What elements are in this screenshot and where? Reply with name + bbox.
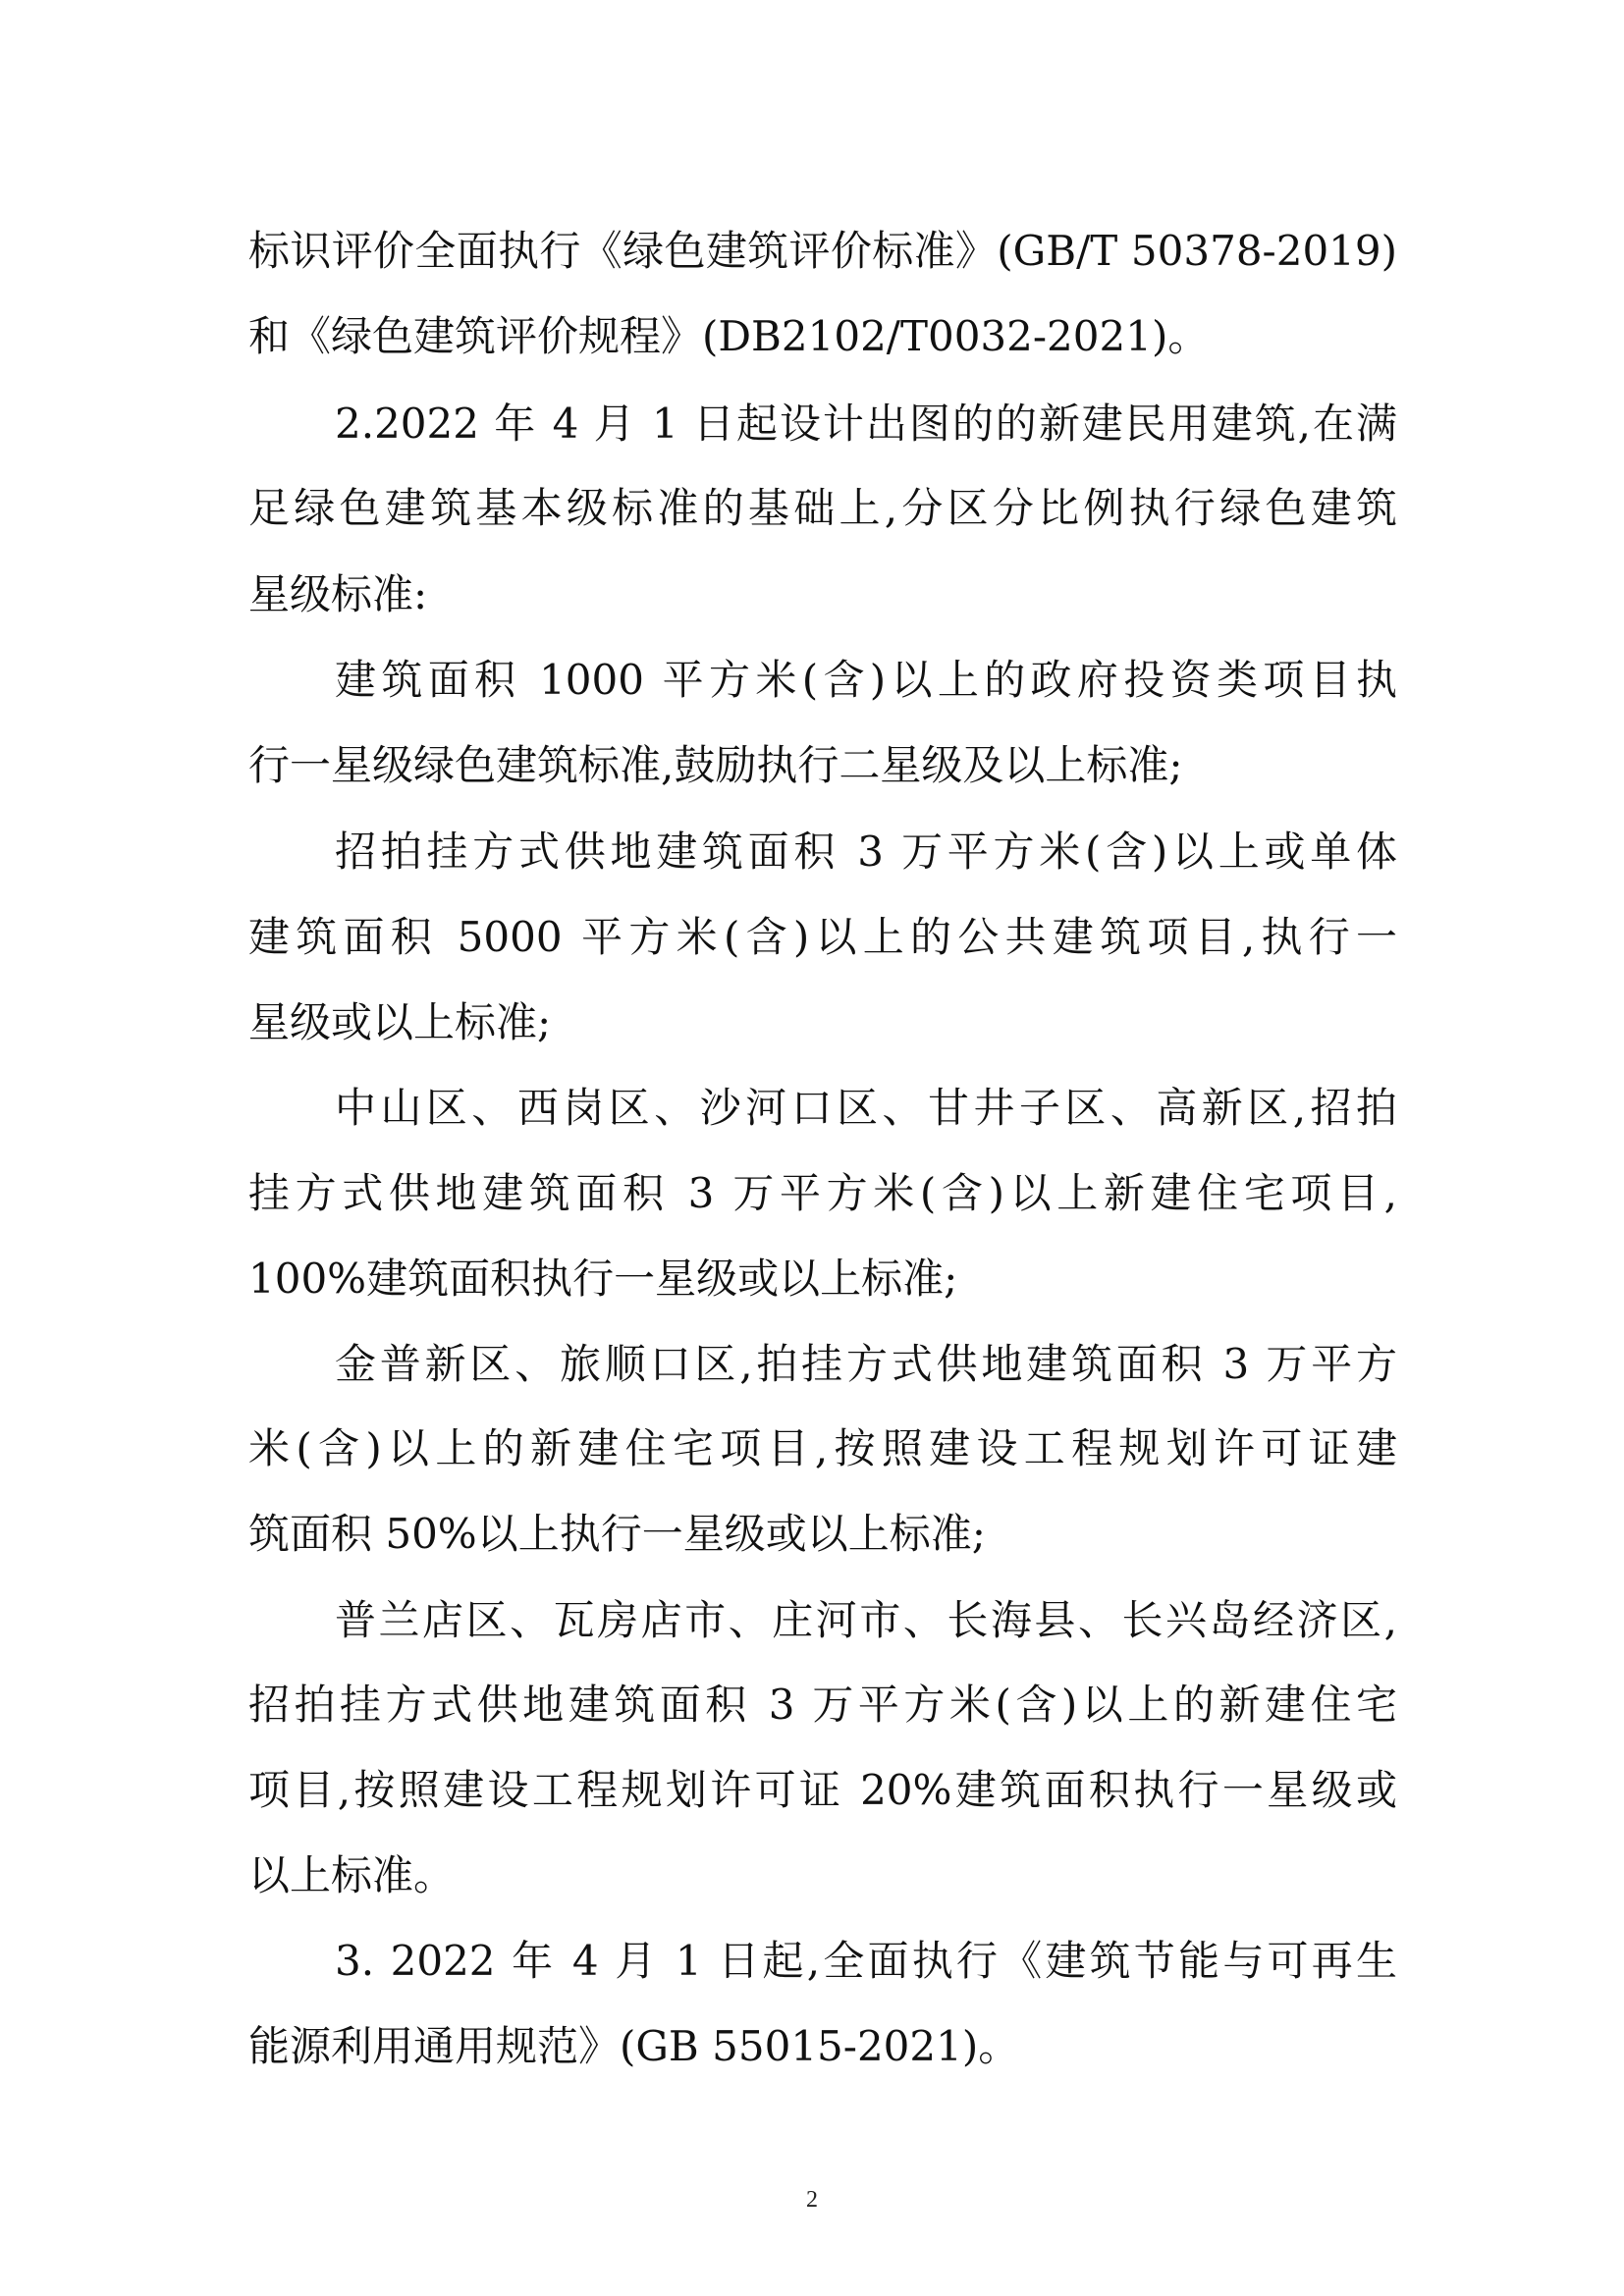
text-line: 招拍挂方式供地建筑面积 3 万平方米(含)以上的新建住宅 — [248, 1681, 1397, 1729]
text-line: 建筑面积 5000 平方米(含)以上的公共建筑项目,执行一 — [248, 913, 1397, 961]
text-line: 足绿色建筑基本级标准的基础上,分区分比例执行绿色建筑 — [248, 484, 1397, 532]
text-line: 以上标准。 — [248, 1851, 456, 1899]
text-line: 普兰店区、瓦房店市、庄河市、长海县、长兴岛经济区, — [335, 1596, 1397, 1644]
text-line: 建筑面积 1000 平方米(含)以上的政府投资类项目执 — [335, 656, 1397, 704]
text-line: 米(含)以上的新建住宅项目,按照建设工程规划许可证建 — [248, 1424, 1397, 1472]
text-line: 星级或以上标准; — [248, 998, 552, 1046]
text-line: 星级标准: — [248, 570, 428, 618]
text-line: 3. 2022 年 4 月 1 日起,全面执行《建筑节能与可再生 — [335, 1937, 1397, 1985]
text-line: 100%建筑面积执行一星级或以上标准; — [248, 1255, 958, 1303]
text-line: 能源利用通用规范》(GB 55015-2021)。 — [248, 2022, 1020, 2070]
text-line: 标识评价全面执行《绿色建筑评价标准》(GB/T 50378-2019) — [248, 227, 1397, 275]
text-line: 和《绿色建筑评价规程》(DB2102/T0032-2021)。 — [248, 312, 1210, 360]
text-line: 筑面积 50%以上执行一星级或以上标准; — [248, 1510, 986, 1558]
text-line: 行一星级绿色建筑标准,鼓励执行二星级及以上标准; — [248, 741, 1183, 789]
page-number: 2 — [806, 2187, 818, 2213]
text-line: 项目,按照建设工程规划许可证 20%建筑面积执行一星级或 — [248, 1766, 1397, 1814]
text-line: 金普新区、旅顺口区,拍挂方式供地建筑面积 3 万平方 — [335, 1340, 1397, 1388]
text-line: 中山区、西岗区、沙河口区、甘井子区、高新区,招拍 — [335, 1084, 1397, 1132]
text-line: 招拍挂方式供地建筑面积 3 万平方米(含)以上或单体 — [335, 828, 1397, 876]
text-line: 2.2022 年 4 月 1 日起设计出图的的新建民用建筑,在满 — [335, 400, 1397, 448]
text-line: 挂方式供地建筑面积 3 万平方米(含)以上新建住宅项目, — [248, 1169, 1397, 1217]
